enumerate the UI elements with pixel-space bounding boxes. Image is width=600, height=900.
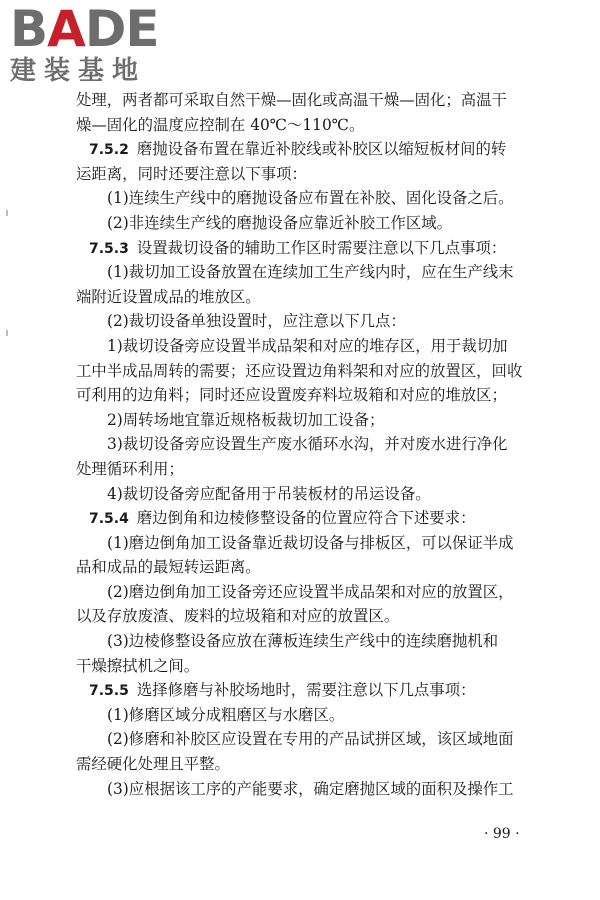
paragraph-line: [76, 703, 576, 728]
paragraph-line: [76, 408, 576, 433]
paragraph-line: [76, 334, 576, 359]
logo-wordmark: BADE: [10, 0, 159, 58]
line-text: (2)非连续生产线的磨抛设备应靠近补胶工作区域。: [107, 213, 453, 232]
paragraph-line: [76, 727, 576, 752]
line-text: 设置裁切设备的辅助工作区时需要注意以下几点事项：: [136, 238, 507, 257]
paragraph-line: [76, 604, 576, 629]
paragraph-line: [76, 162, 576, 187]
line-text: 选择修磨与补胶场地时，需要注意以下几点事项：: [136, 681, 476, 700]
line-text: (1)连续生产线中的磨抛设备应布置在补胶、固化设备之后。: [107, 189, 514, 208]
paragraph-line: [76, 211, 576, 236]
line-text: 1)裁切设备旁应设置半成品架和对应的堆存区，用于裁切加: [107, 336, 508, 355]
section-number: 7.5.4: [89, 511, 129, 528]
paragraph-line: [76, 113, 576, 138]
paragraph-line: [76, 88, 576, 113]
logo-chinese-name: 建装基地: [10, 56, 147, 86]
paragraph-line: [76, 186, 576, 211]
paragraph-line: [76, 580, 576, 605]
line-text: 需经硬化处理且平整。: [76, 755, 230, 774]
paragraph-line: [76, 482, 576, 507]
page-number: · 99 ·: [484, 826, 520, 842]
line-text: 运距离，同时还要注意以下事项：: [76, 164, 307, 183]
line-text: 端附近设置成品的堆放区。: [76, 287, 261, 306]
section-heading-line: [76, 678, 576, 703]
paragraph-line: [76, 457, 576, 482]
paragraph-line: [76, 531, 576, 556]
line-text: (1)磨边倒角加工设备靠近裁切设备与排板区，可以保证半成: [107, 533, 514, 552]
line-text: (2)磨边倒角加工设备旁还应设置半成品架和对应的放置区，: [107, 582, 514, 601]
paragraph-line: [76, 752, 576, 777]
line-text: 品和成品的最短转运距离。: [76, 558, 261, 577]
scan-edge-mark: [6, 210, 8, 216]
scan-edge-mark: [6, 330, 8, 336]
paragraph-line: [76, 432, 576, 457]
line-text: 处理循环利用；: [76, 459, 184, 478]
line-text: 可利用的边角料；同时还应设置废弃料垃圾箱和对应的堆放区；: [76, 386, 507, 405]
paragraph-line: [76, 777, 576, 802]
line-text: (1)裁切加工设备放置在连续加工生产线内时，应在生产线末: [107, 263, 514, 282]
logo-accent-letter: A: [47, 0, 85, 58]
line-text: 磨抛设备布置在靠近补胶线或补胶区以缩短板材间的转: [136, 140, 507, 159]
line-text: 燥—固化的温度应控制在 40℃～110℃。: [76, 115, 365, 134]
paragraph-line: [76, 654, 576, 679]
section-number: 7.5.5: [89, 683, 129, 700]
line-text: (3)应根据该工序的产能要求，确定磨抛区域的面积及操作工: [107, 779, 514, 798]
paragraph-line: [76, 555, 576, 580]
line-text: 3)裁切设备旁应设置生产废水循环水沟，并对废水进行净化: [107, 435, 508, 454]
line-text: 4)裁切设备旁应配备用于吊装板材的吊运设备。: [107, 484, 431, 503]
section-number: 7.5.2: [89, 142, 129, 159]
line-text: 以及存放废渣、废料的垃圾箱和对应的放置区。: [76, 607, 400, 626]
paragraph-line: [76, 285, 576, 310]
line-text: 工中半成品周转的需要；还应设置边角料架和对应的放置区，回收: [76, 361, 523, 380]
paragraph-line: [76, 359, 576, 384]
line-text: (2)修磨和补胶区应设置在专用的产品试拼区域，该区域地面: [107, 730, 514, 749]
paragraph-line: [76, 629, 576, 654]
paragraph-line: [76, 309, 576, 334]
brand-logo: [10, 0, 180, 86]
section-heading-line: [76, 236, 576, 261]
section-heading-line: [76, 137, 576, 162]
paragraph-line: [76, 383, 576, 408]
line-text: 2)周转场地宜靠近规格板裁切加工设备；: [107, 410, 385, 429]
section-number: 7.5.3: [89, 240, 129, 257]
line-text: 干燥擦拭机之间。: [76, 656, 200, 675]
line-text: 磨边倒角和边棱修整设备的位置应符合下述要求：: [136, 509, 476, 528]
line-text: 处理，两者都可采取自然干燥—固化或高温干燥—固化；高温干: [76, 91, 507, 109]
line-text: (2)裁切设备单独设置时，应注意以下几点：: [107, 312, 406, 331]
paragraph-line: [76, 260, 576, 285]
document-body: [76, 88, 576, 801]
section-heading-line: [76, 506, 576, 531]
line-text: (3)边棱修整设备应放在薄板连续生产线中的连续磨抛机和: [107, 632, 499, 651]
line-text: (1)修磨区域分成粗磨区与水磨区。: [107, 705, 345, 724]
